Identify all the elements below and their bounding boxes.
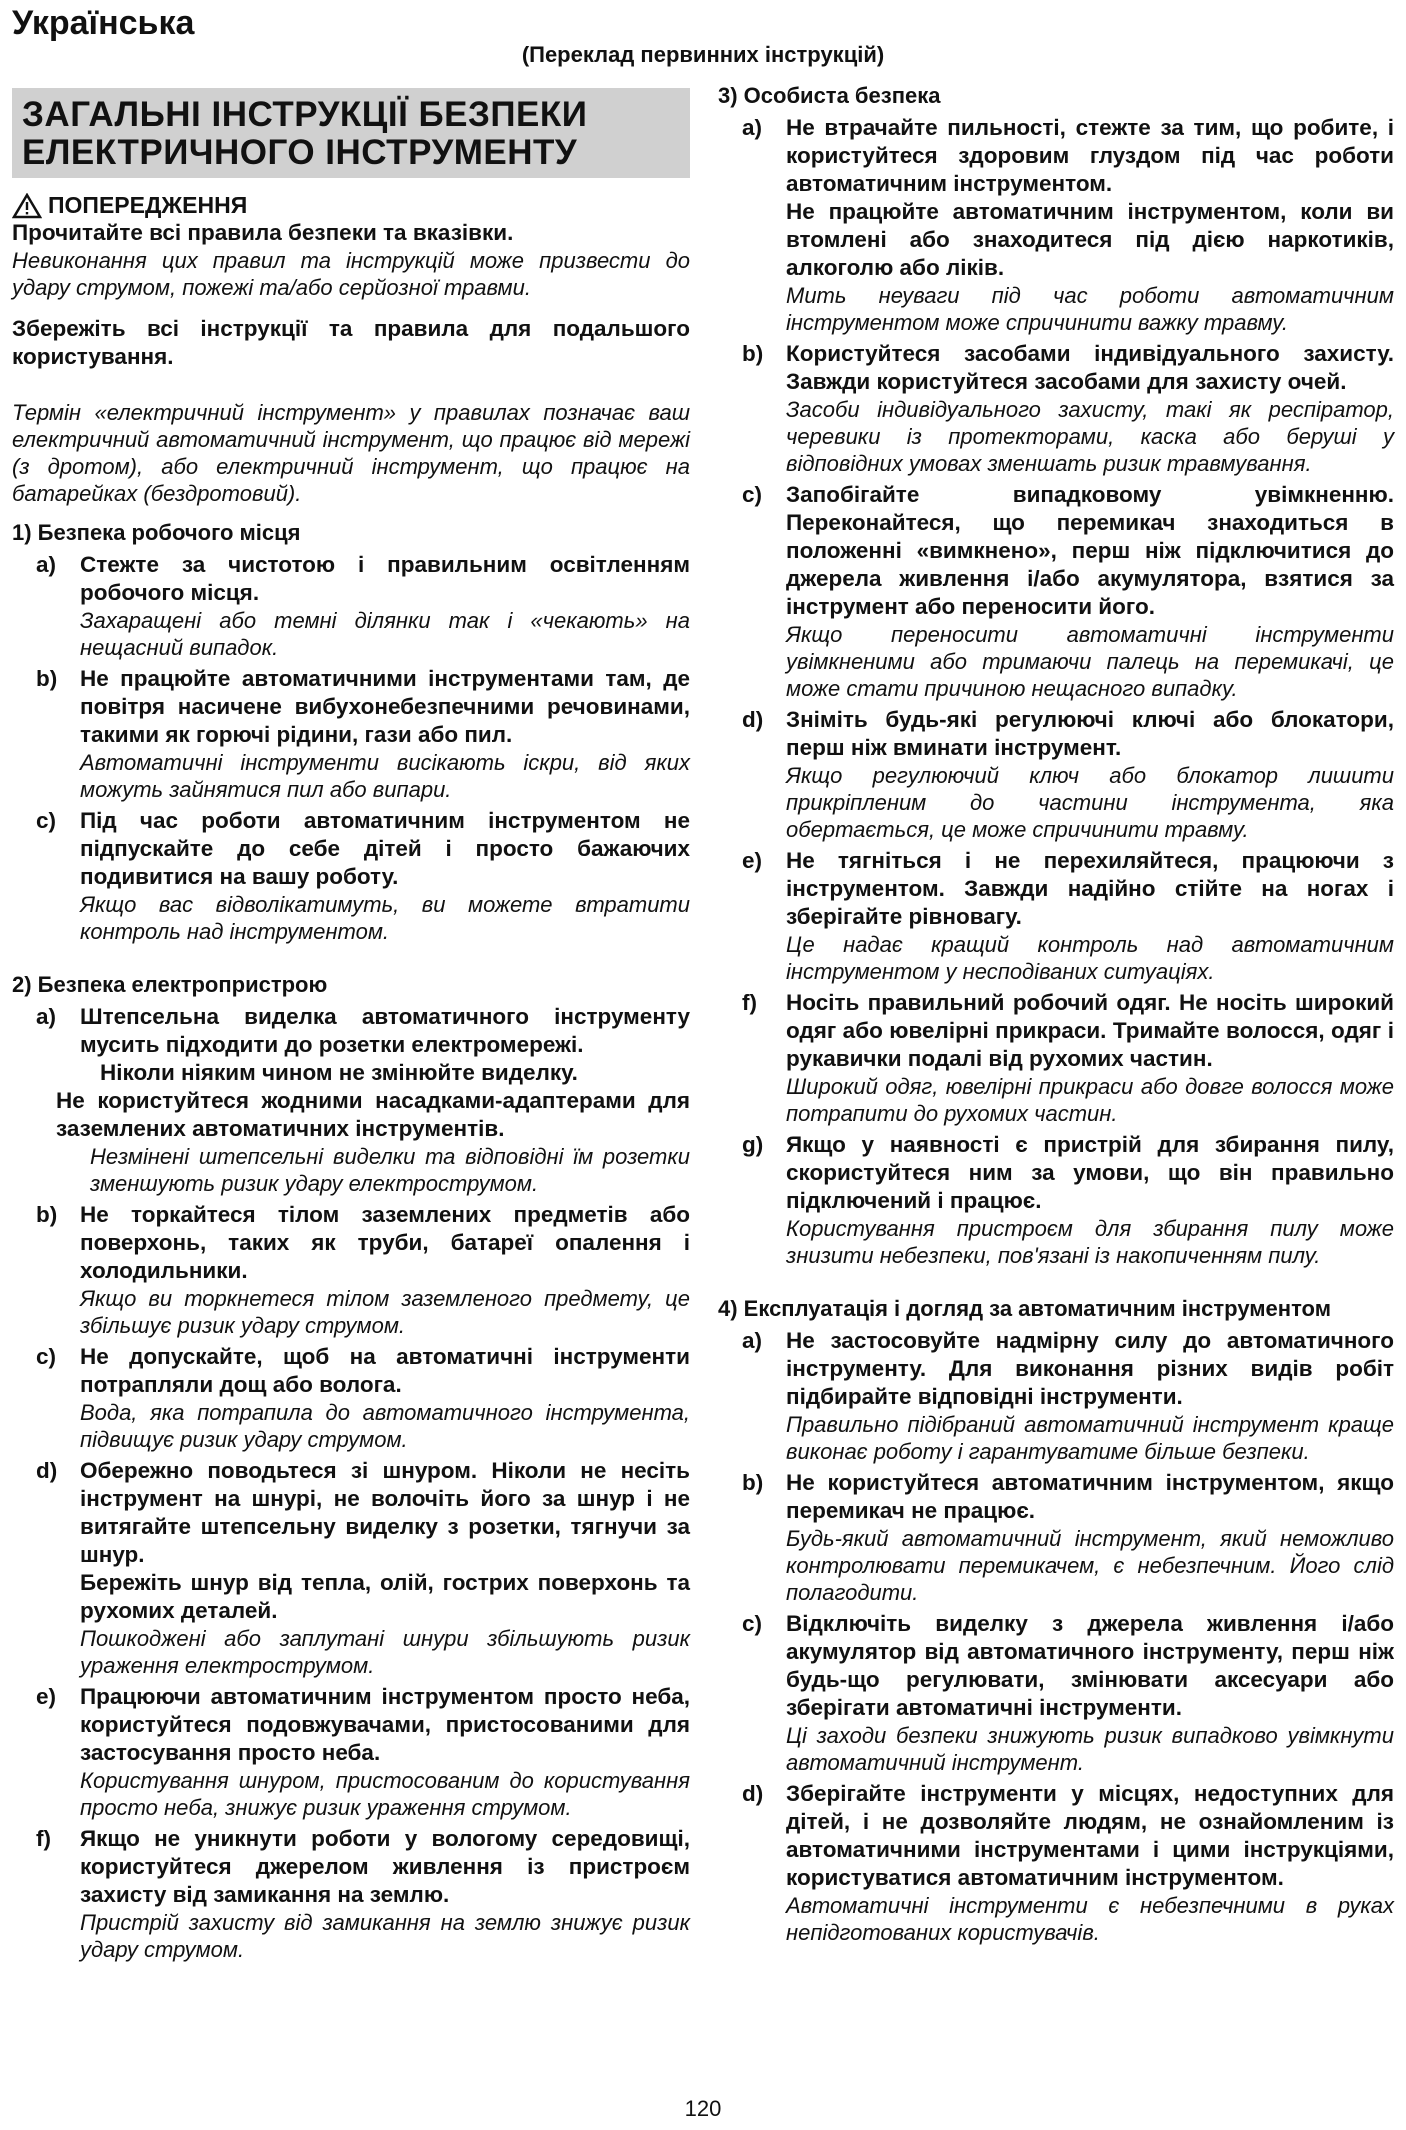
list-item: b) Користуйтеся засобами індивідуального захисту. Завжди користуйтеся засобами для захисту очей. Засоби індивідуального захисту, такі як респіратор, черевики із протекторами, каска або беруші у відповідних умовах зменшать ризик травмування. xyxy=(742,341,1394,476)
consequence-text: Невиконання цих правил та інструкцій може призвести до удару струмом, пожежі та/або серйозної травми. xyxy=(12,248,690,300)
term-definition-text: Термін «електричний інструмент» у правилах позначає ваш електричний автоматичний інструмент, що працює від мережі (з дротом), або електричний інструмент, що працює на батарейках (бездротовий). xyxy=(12,400,690,506)
title-line-1: ЗАГАЛЬНІ ІНСТРУКЦІЇ БЕЗПЕКИ xyxy=(22,95,588,134)
page-number: 120 xyxy=(684,2096,722,2121)
list-item: b) Не торкайтеся тілом заземлених предметів або поверхонь, таких як труби, батареї опалення і холодильники. Якщо ви торкнетеся тілом заземленого предмету, це збільшує ризик удару струмом. xyxy=(36,1202,690,1338)
list-item: a) Стежте за чистотою і правильним освітленням робочого місця. Захаращені або темні ділянки так і «чекають» на нещасний випадок. xyxy=(36,552,690,660)
list-item: c) Відключіть виделку з джерела живлення і/або акумулятор від автоматичного інструменту, перш ніж будь-що регулювати, змінювати аксесуари або зберігати автоматичні інструменти. Ці заходи безпеки знижують ризик випадково увімкнути автоматичний інструмент. xyxy=(742,1611,1394,1775)
warning-triangle-icon xyxy=(12,193,42,219)
list-item: d) Зберігайте інструменти у місцях, недоступних для дітей, і не дозволяйте людям, не ознайомленим із автоматичними інструментами і цими інструкціями, користуватися автоматичним інструментом. Автоматичні інструменти є небезпечними в руках непідготованих користувачів. xyxy=(742,1781,1394,1945)
title-line-2: ЕЛЕКТРИЧНОГО ІНСТРУМЕНТУ xyxy=(22,133,578,172)
section-4-heading: 4) Експлуатація і догляд за автоматичним інструментом xyxy=(718,1296,1331,1321)
save-instructions-text: Збережіть всі інструкції та правила для подальшого користування. xyxy=(12,316,690,369)
list-item: d) Обережно поводьтеся зі шнуром. Ніколи не несіть інструмент на шнурі, не волочіть його за шнур і не витягайте штепсельну виделку з розетки, тягнучи за шнур. Бережіть шнур від тепла, олій, гострих поверхонь та рухомих деталей. Пошкоджені або заплутані шнури збільшують ризик ураження електрострумом. xyxy=(36,1458,690,1678)
list-item: f) Якщо не уникнути роботи у вологому середовищі, користуйтеся джерелом живлення із пристроєм захисту від замикання на землю. Пристрій захисту від замикання на землю знижує ризик удару струмом. xyxy=(36,1826,690,1962)
translation-note: (Переклад первинних інструкцій) xyxy=(521,42,885,67)
list-item: c) Під час роботи автоматичним інструментом не підпускайте до себе дітей і просто бажаючих подивитися на вашу роботу. Якщо вас відволікатимуть, ви можете втратити контроль над інструментом. xyxy=(36,808,690,944)
list-item: g) Якщо у наявності є пристрій для збирання пилу, скористуйтеся ним за умови, що він правильно підключений і працює. Користування пристроєм для збирання пилу може знизити небезпеки, пов'язані із накопиченням пилу. xyxy=(742,1132,1394,1268)
section-3-heading: 3) Особиста безпека xyxy=(718,83,941,108)
list-item: e) Не тягніться і не перехиляйтеся, працюючи з інструментом. Завжди надійно стійте на ногах і зберігайте рівновагу. Це надає кращий контроль над автоматичним інструментом у несподіваних ситуаціях. xyxy=(742,848,1394,984)
list-item: a) Не застосовуйте надмірну силу до автоматичного інструменту. Для виконання різних видів робіт підбирайте відповідні інструменти. Правильно підібраний автоматичний інструмент краще виконає роботу і гарантуватиме більше безпеки. xyxy=(742,1328,1394,1464)
plug-warning-text: Ніколи ніяким чином не змінюйте виделку. xyxy=(100,1060,578,1085)
section-2-heading: 2) Безпека електропристрою xyxy=(12,972,328,997)
list-item: b) Не користуйтеся автоматичним інструментом, якщо перемикач не працює. Будь-який автоматичний інструмент, який неможливо контролювати перемикачем, є небезпечним. Його слід полагодити. xyxy=(742,1470,1394,1605)
warning-label: ПОПЕРЕДЖЕННЯ xyxy=(48,192,248,218)
list-item: a) Не втрачайте пильності, стежте за тим, що робите, і користуйтеся здоровим глуздом під час роботи автоматичним інструментом. Не працюйте автоматичним інструментом, коли ви втомлені або знаходитеся під дією наркотиків, алкоголю або ліків. Мить неуваги під час роботи автоматичним інструментом може спричинити важку травму. xyxy=(742,115,1394,335)
plug-note-text: Незмінені штепсельні виделки та відповідні їм розетки зменшують ризик удару електрострумом. xyxy=(90,1144,690,1196)
left-column xyxy=(12,78,690,1963)
read-all-text: Прочитайте всі правила безпеки та вказівки. xyxy=(12,220,514,245)
right-column xyxy=(718,82,1394,1946)
list-item: c) Запобігайте випадковому увімкненню. Переконайтеся, що перемикач знаходиться в положенні «вимкнено», перш ніж підключитися до джерела живлення і/або акумулятора, взятися за інструмент або переносити його. Якщо переносити автоматичні інструменти увімкненими або тримаючи палець на перемикачі, це може стати причиною нещасного випадку. xyxy=(742,482,1394,701)
list-item: d) Зніміть будь-які регулюючі ключі або блокатори, перш ніж вминати інструмент. Якщо регулюючий ключ або блокатор лишити прикріпленим до частини інструмента, яка обертається, це може спричинити травму. xyxy=(742,707,1394,842)
warning-heading xyxy=(12,192,690,219)
adapter-warning-text: Не користуйтеся жодними насадками-адаптерами для заземлених автоматичних інструментів. xyxy=(56,1088,690,1141)
language-heading: Українська xyxy=(12,4,195,42)
section-1-heading: 1) Безпека робочого місця xyxy=(12,520,301,545)
list-item: f) Носіть правильний робочий одяг. Не носіть широкий одяг або ювелірні прикраси. Тримайте волосся, одяг і рукавички подалі від рухомих частин. Широкий одяг, ювелірні прикраси або довге волосся може потрапити до рухомих частин. xyxy=(742,990,1394,1126)
list-item: b) Не працюйте автоматичними інструментами там, де повітря насичене вибухонебезпечними речовинами, такими як горючі рідини, гази або пил. Автоматичні інструменти висікають іскри, від яких можуть зайнятися пил або випари. xyxy=(36,666,690,802)
list-item: a) Штепсельна виделка автоматичного інструменту мусить підходити до розетки електромережі. xyxy=(36,1004,690,1057)
list-item: e) Працюючи автоматичним інструментом просто неба, користуйтеся подовжувачами, пристосованими для застосування просто неба. Користування шнуром, пристосованим до користування просто неба, знижує ризик ураження струмом. xyxy=(36,1684,690,1820)
list-item: c) Не допускайте, щоб на автоматичні інструменти потрапляли дощ або волога. Вода, яка потрапила до автоматичного інструмента, підвищує ризик удару струмом. xyxy=(36,1344,690,1452)
page-title xyxy=(12,88,690,178)
